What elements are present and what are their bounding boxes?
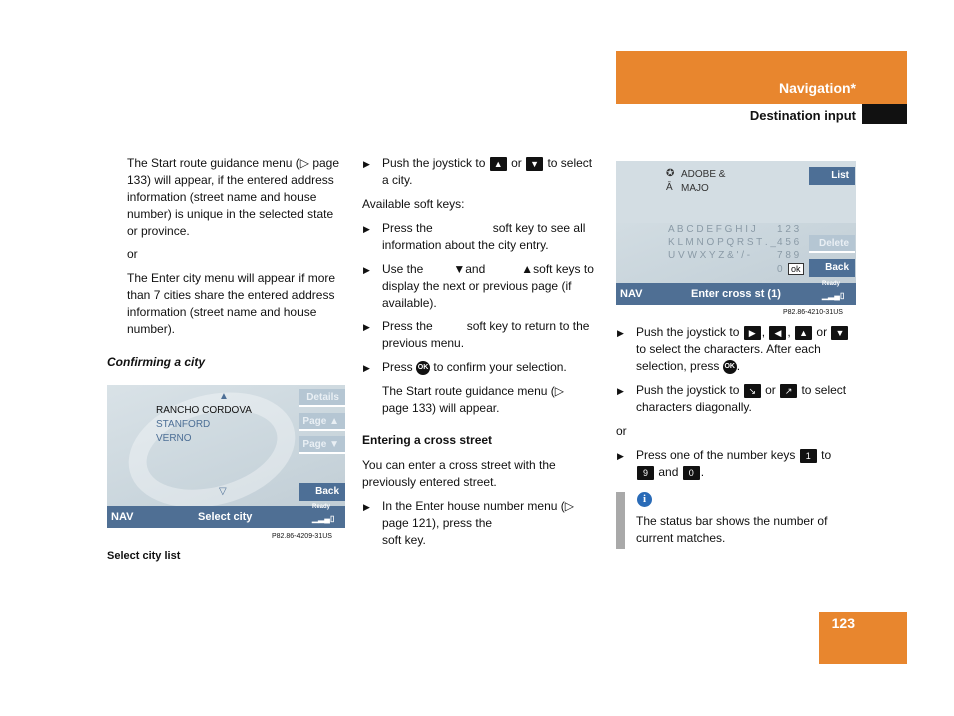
col1-or: or (127, 247, 138, 261)
bullet-icon: ▶ (363, 159, 370, 169)
delete-softkey[interactable]: Delete (809, 235, 855, 253)
subsection-title: Destination input (749, 108, 856, 123)
page-down-softkey[interactable]: Page ▼ (299, 436, 345, 454)
section-title: Navigation* (778, 80, 856, 96)
col2-cross-intro: You can enter a cross street with the previously entered street. (362, 458, 556, 489)
ok-key[interactable]: ok (788, 263, 804, 275)
page-down-icon: ▼ (453, 262, 466, 276)
info-text: The status bar shows the number of current matches. (636, 514, 828, 545)
status-bar (107, 506, 345, 528)
select-city-screen (107, 385, 345, 528)
screen-ref: P82.86-4210-31US (783, 309, 843, 316)
bullet-icon: ▶ (617, 386, 624, 396)
col2-bullet-joystick: ▶ Push the joystick to ▲ or ▼ to select a city. (363, 156, 593, 187)
status-title: Select city (198, 511, 253, 523)
destination-icon: ✪ (666, 168, 675, 179)
col1-intro: The Start route guidance menu (▷ page 133) will appear, if the entered address information (street name and house number) is unique in the selected state or province. (127, 156, 340, 238)
char-row[interactable]: A B C D E F G H I J (668, 224, 756, 235)
entry-line-1: ADOBE & (681, 169, 726, 180)
num-row[interactable]: 1 2 3 (777, 224, 800, 235)
joystick-up-icon: ▲ (795, 326, 812, 340)
joystick-diagonal-down-icon: ↘ (744, 384, 761, 398)
col2-bullet-house: ▶ In the Enter house number menu (▷ page 121), press the soft key. (363, 499, 574, 547)
col3-or: or (616, 424, 627, 438)
status-ready: Ready (822, 281, 841, 287)
city-list-item[interactable]: STANFORD (156, 419, 211, 430)
ok-button-icon: OK (416, 361, 430, 375)
street-icon: Ā (666, 182, 673, 193)
ok-button-icon: OK (723, 360, 737, 374)
char-row[interactable]: U V W X Y Z & ' / - (668, 250, 751, 261)
status-nav: NAV (111, 511, 134, 523)
key-1-icon: 1 (800, 449, 817, 463)
page-number: 123 (831, 615, 855, 631)
back-softkey[interactable]: Back (299, 483, 345, 501)
col2-bullet-details: ▶ Press the soft key to see all information about the city entry. (363, 221, 586, 252)
header-black-tab (862, 104, 907, 124)
header-band (616, 51, 907, 104)
col2-bullet-back: ▶ Press the soft key to return to the previous menu. (363, 319, 590, 350)
col2-bullet-ok: ▶ Press OK to confirm your selection. (382, 359, 600, 376)
city-list-item[interactable]: VERNO (156, 433, 192, 444)
bullet-icon: ▶ (617, 328, 624, 338)
col3-bullet-joystick: ▶ Push the joystick to ▶ , ◀ , ▲ or ▼ to select the characters. After each selection, press OK . (636, 324, 856, 375)
screen-ref: P82.86-4209-31US (272, 533, 332, 540)
bullet-icon: ▶ (363, 224, 370, 234)
joystick-down-icon: ▼ (526, 157, 543, 171)
heading-confirming-city: Confirming a city (107, 355, 206, 369)
bullet-icon: ▶ (363, 322, 370, 332)
bullet-icon: ▶ (363, 363, 370, 373)
status-ready: Ready (312, 504, 331, 510)
joystick-down-icon: ▼ (831, 326, 848, 340)
joystick-right-icon: ▶ (744, 326, 761, 340)
info-icon: i (637, 492, 652, 507)
signal-icon: ▁▂▄▯ (822, 291, 845, 300)
num-row[interactable]: 4 5 6 (777, 237, 800, 248)
joystick-diagonal-up-icon: ↗ (780, 384, 797, 398)
bullet-icon: ▶ (617, 451, 624, 461)
status-nav: NAV (620, 288, 643, 300)
joystick-left-icon: ◀ (769, 326, 786, 340)
num-row[interactable]: 7 8 9 (777, 250, 800, 261)
entry-line-2: MAJO (681, 183, 709, 194)
details-softkey[interactable]: Details (299, 389, 345, 407)
key-9-icon: 9 (637, 466, 654, 480)
joystick-up-icon: ▲ (490, 157, 507, 171)
enter-cross-street-screen (616, 161, 856, 305)
page-up-softkey[interactable]: Page ▲ (299, 413, 345, 431)
available-softkeys: Available soft keys: (362, 197, 465, 211)
key-0-icon: 0 (683, 466, 700, 480)
list-softkey[interactable]: List (809, 167, 855, 185)
col2-bullet-page: ▶ Use the ▼and ▲soft keys to display the next or previous page (if available). (363, 262, 594, 310)
zero-key[interactable]: 0 (777, 264, 783, 275)
col3-bullet-number-keys: ▶ Press one of the number keys 1 to 9 and 0 . (617, 448, 832, 479)
heading-cross-street: Entering a cross street (362, 433, 493, 447)
info-bar (616, 492, 625, 549)
scroll-up-icon: ▲ (219, 391, 229, 402)
page-up-icon: ▲ (521, 262, 534, 276)
col2-start-route: The Start route guidance menu (▷ page 133) will appear. (382, 384, 564, 415)
bullet-icon: ▶ (363, 265, 370, 275)
col1-enter-city: The Enter city menu will appear if more than 7 cities share the entered address information (street name and house number). (127, 271, 336, 336)
bullet-icon: ▶ (363, 502, 370, 512)
back-softkey[interactable]: Back (809, 259, 855, 277)
scroll-down-icon: ▽ (219, 486, 227, 497)
figure-caption: Select city list (107, 550, 181, 562)
status-title: Enter cross st (1) (691, 288, 781, 300)
status-bar (616, 283, 856, 305)
signal-icon: ▁▂▄▯ (312, 514, 335, 523)
city-list-item[interactable]: RANCHO CORDOVA (156, 405, 252, 416)
char-row[interactable]: K L M N O P Q R S T . _ (668, 237, 776, 248)
col3-bullet-diagonal: ▶ Push the joystick to ↘ or ↗ to select characters diagonally. (617, 383, 847, 414)
